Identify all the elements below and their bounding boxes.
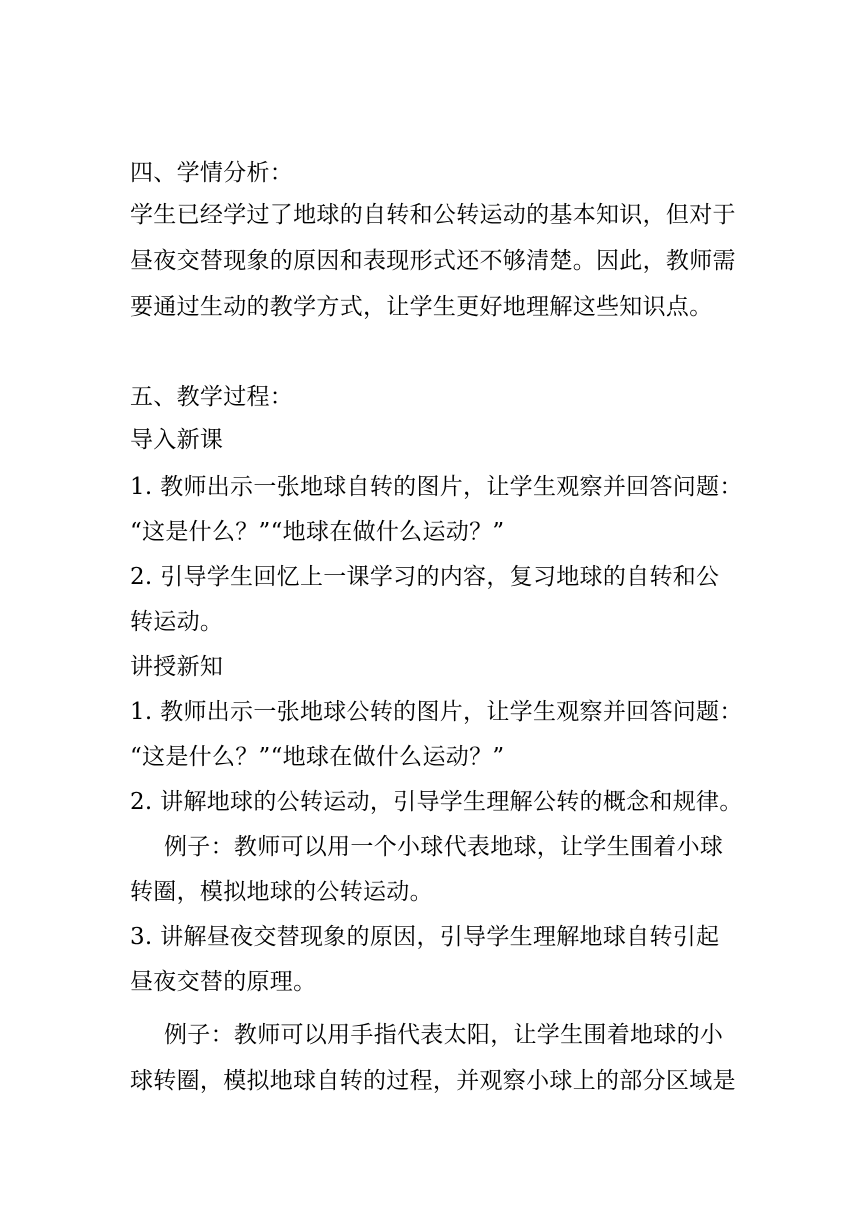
subheading-new-knowledge: 讲授新知 — [130, 654, 224, 680]
example-line-continuation: 转圈，模拟地球的公转运动。 — [130, 879, 433, 905]
list-item-continuation: “这是什么？”“地球在做什么运动？” — [130, 519, 505, 545]
list-item-continuation: 昼夜交替的原理。 — [130, 969, 317, 995]
list-item: 3. 讲解昼夜交替现象的原因，引导学生理解地球自转引起 — [130, 924, 720, 950]
paragraph-line: 昼夜交替现象的原因和表现形式还不够清楚。因此，教师需 — [130, 248, 736, 274]
list-item: 2. 讲解地球的公转运动，引导学生理解公转的概念和规律。 — [130, 789, 743, 815]
list-item: 1. 教师出示一张地球自转的图片，让学生观察并回答问题： — [130, 474, 743, 500]
list-item: 2. 引导学生回忆上一课学习的内容，复习地球的自转和公 — [130, 564, 720, 590]
list-item: 1. 教师出示一张地球公转的图片，让学生观察并回答问题： — [130, 699, 743, 725]
example-line: 例子：教师可以用手指代表太阳，让学生围着地球的小 — [164, 1022, 724, 1048]
section-heading-teaching-process: 五、教学过程： — [130, 384, 294, 410]
subheading-intro: 导入新课 — [130, 427, 224, 453]
section-heading-student-analysis: 四、学情分析： — [130, 160, 294, 186]
example-line: 例子：教师可以用一个小球代表地球，让学生围着小球 — [164, 834, 724, 860]
example-line-continuation: 球转圈，模拟地球自转的过程，并观察小球上的部分区域是 — [130, 1068, 736, 1094]
paragraph-line: 要通过生动的教学方式，让学生更好地理解这些知识点。 — [130, 294, 713, 320]
list-item-continuation: 转运动。 — [130, 609, 224, 635]
list-item-continuation: “这是什么？”“地球在做什么运动？” — [130, 744, 505, 770]
paragraph-line: 学生已经学过了地球的自转和公转运动的基本知识，但对于 — [130, 202, 736, 228]
